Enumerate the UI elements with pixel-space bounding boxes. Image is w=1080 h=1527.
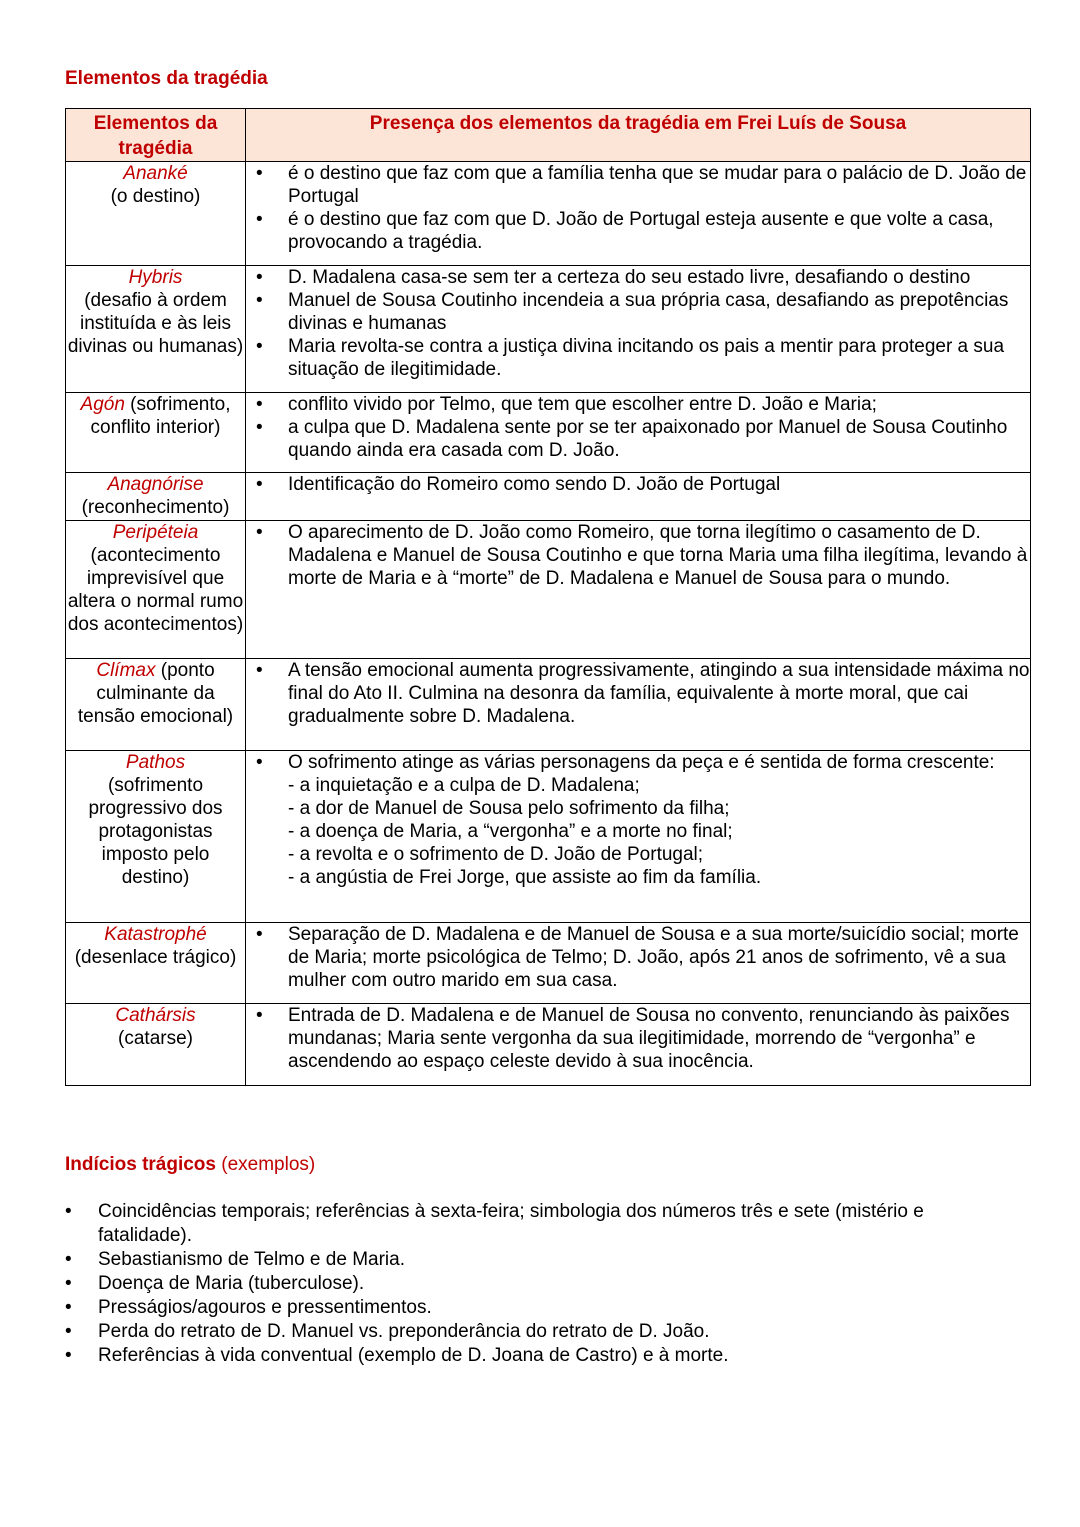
term-cell <box>66 1004 246 1086</box>
presence-cell <box>246 162 1031 266</box>
list-item: • Maria revolta-se contra a justiça divina incitando os pais a mentir para proteger a sua situação de ilegitimidade. <box>246 335 1030 381</box>
presence-cell <box>246 923 1031 1004</box>
list-item: • Referências à vida conventual (exemplo de D. Joana de Castro) e à morte. <box>65 1344 995 1368</box>
presence-list <box>246 1004 1030 1073</box>
list-item: • A tensão emocional aumenta progressivamente, atingindo a sua intensidade máxima no final do Ato II. Culmina na desonra da família, equivalente à morte moral, que cai gradualmente sobre D. Madalena. <box>246 659 1030 728</box>
table-row-katastrophe <box>66 923 1031 1004</box>
term-cell <box>66 751 246 923</box>
term-name: Clímax <box>96 660 156 681</box>
list-item-text: O sofrimento atinge as várias personagens da peça e é sentida de forma crescente: <box>288 752 995 773</box>
list-item: • Coincidências temporais; referências à sexta-feira; simbologia dos números três e sete (mistério e fatalidade). <box>65 1200 995 1248</box>
column-header-elements: Elementos da tragédia <box>66 109 246 162</box>
list-item <box>246 751 1030 889</box>
term-name: Agón <box>80 394 125 415</box>
tragedy-elements-table <box>65 108 1031 1086</box>
column-header-presence: Presença dos elementos da tragédia em Frei Luís de Sousa <box>246 109 1031 162</box>
list-item: • Sebastianismo de Telmo e de Maria. <box>65 1248 995 1272</box>
presence-list <box>246 751 1030 889</box>
term-name: Pathos <box>125 752 186 773</box>
presence-cell <box>246 266 1031 393</box>
term-description: (desafio à ordem instituída e às leis divinas ou humanas) <box>67 290 244 357</box>
list-item: • Separação de D. Madalena e de Manuel de Sousa e a sua morte/suicídio social; morte de Maria; morte psicológica de Telmo; D. João, após 21 anos de sofrimento, vê a sua mulher com outro marido em sua casa. <box>246 923 1030 992</box>
presence-cell <box>246 1004 1031 1086</box>
presence-cell <box>246 473 1031 521</box>
list-item: • Presságios/agouros e pressentimentos. <box>65 1296 995 1320</box>
term-cell <box>66 659 246 751</box>
section-title-note: (exemplos) <box>215 1154 316 1175</box>
term-name: Peripéteia <box>112 522 199 543</box>
sub-item: - a inquietação e a culpa de D. Madalena; <box>288 775 640 796</box>
term-name: Cathársis <box>115 1005 196 1026</box>
presence-cell <box>246 751 1031 923</box>
term-name: Hybris <box>128 267 183 288</box>
presence-list <box>246 923 1030 992</box>
term-description: (catarse) <box>118 1028 193 1049</box>
presence-list <box>246 521 1030 590</box>
list-item: • O aparecimento de D. João como Romeiro, que torna ilegítimo o casamento de D. Madalena e Manuel de Sousa Coutinho e que torna Maria uma filha ilegítima, levando à morte de Maria e à “morte” de D. Madalena e Manuel de Sousa para o mundo. <box>246 521 1030 590</box>
list-item: • Entrada de D. Madalena e de Manuel de Sousa no convento, renunciando às paixões mundanas; Maria sente vergonha da sua ilegitimidade, morrendo de “vergonha” e ascendendo ao espaço celeste devido à sua inocência. <box>246 1004 1030 1073</box>
term-description: (desenlace trágico) <box>74 947 237 968</box>
section-title-text: Indícios trágicos <box>65 1154 216 1175</box>
list-item: • é o destino que faz com que D. João de Portugal esteja ausente e que volte a casa, provocando a tragédia. <box>246 208 1030 254</box>
term-cell <box>66 266 246 393</box>
list-item: • D. Madalena casa-se sem ter a certeza do seu estado livre, desafiando o destino <box>246 266 1030 289</box>
term-cell <box>66 473 246 521</box>
sub-item: - a revolta e o sofrimento de D. João de Portugal; <box>288 844 704 865</box>
term-cell <box>66 162 246 266</box>
list-item: • Manuel de Sousa Coutinho incendeia a sua própria casa, desafiando as prepotências divinas e humanas <box>246 289 1030 335</box>
presence-list <box>246 266 1030 381</box>
presence-list <box>246 393 1030 462</box>
list-item: • a culpa que D. Madalena sente por se ter apaixonado por Manuel de Sousa Coutinho quando ainda era casada com D. João. <box>246 416 1030 462</box>
presence-cell <box>246 521 1031 659</box>
term-cell <box>66 923 246 1004</box>
list-item: • Identificação do Romeiro como sendo D. João de Portugal <box>246 473 1030 496</box>
term-description: (sofrimento progressivo dos protagonistas imposto pelo destino) <box>88 775 223 888</box>
indicios-list <box>65 1200 995 1368</box>
presence-list <box>246 162 1030 254</box>
term-cell <box>66 521 246 659</box>
term-name: Anagnórise <box>107 474 204 495</box>
section-title-elementos: Elementos da tragédia <box>65 68 268 89</box>
term-description: (acontecimento imprevisível que altera o normal rumo dos acontecimentos) <box>67 545 244 635</box>
term-description: (ponto culminante da tensão emocional) <box>77 660 234 727</box>
table-row-catharsis <box>66 1004 1031 1086</box>
sub-item: - a doença de Maria, a “vergonha” e a morte no final; <box>288 821 733 842</box>
table-row-ananke <box>66 162 1031 266</box>
table-row-hybris <box>66 266 1031 393</box>
table-row-pathos <box>66 751 1031 923</box>
presence-list <box>246 473 1030 496</box>
table-row-anagnorise <box>66 473 1031 521</box>
table-row-peripeteia <box>66 521 1031 659</box>
term-cell <box>66 393 246 473</box>
list-item: • é o destino que faz com que a família tenha que se mudar para o palácio de D. João de Portugal <box>246 162 1030 208</box>
list-item: • conflito vivido por Telmo, que tem que escolher entre D. João e Maria; <box>246 393 1030 416</box>
term-name: Ananké <box>123 163 188 184</box>
table-row-climax <box>66 659 1031 751</box>
term-name: Katastrophé <box>104 924 207 945</box>
sub-item: - a dor de Manuel de Sousa pelo sofrimento da filha; <box>288 798 730 819</box>
table-row-agon <box>66 393 1031 473</box>
table-header-row <box>66 109 1031 162</box>
table-body <box>66 162 1031 1086</box>
term-description: (sofrimento, conflito interior) <box>90 394 231 438</box>
term-description: (o destino) <box>110 186 201 207</box>
presence-cell <box>246 659 1031 751</box>
section-title-indicios <box>65 1154 315 1176</box>
sub-item: - a angústia de Frei Jorge, que assiste ao fim da família. <box>288 867 762 888</box>
list-item: • Doença de Maria (tuberculose). <box>65 1272 995 1296</box>
list-item: • Perda do retrato de D. Manuel vs. preponderância do retrato de D. João. <box>65 1320 995 1344</box>
term-description: (reconhecimento) <box>81 497 230 518</box>
presence-list <box>246 659 1030 728</box>
presence-cell <box>246 393 1031 473</box>
